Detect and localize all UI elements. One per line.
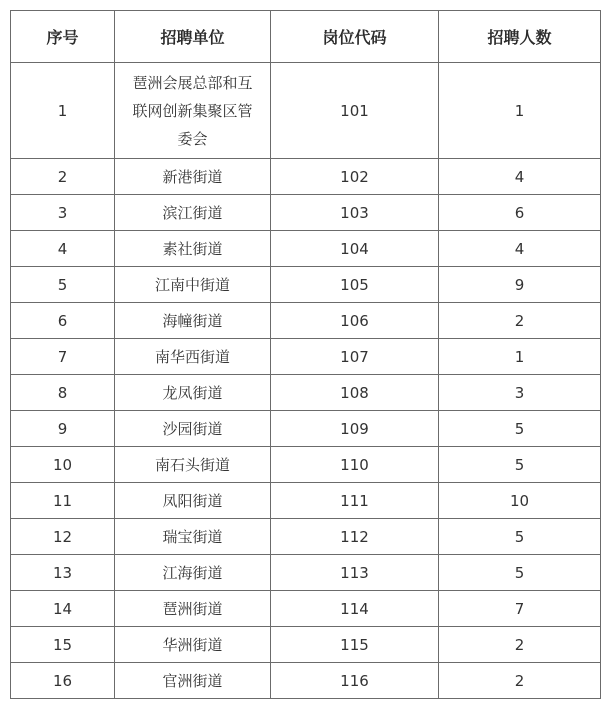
cell-index: 3 <box>11 195 115 231</box>
recruitment-table <box>10 10 601 699</box>
cell-count: 6 <box>439 195 601 231</box>
cell-unit: 江南中街道 <box>115 267 271 303</box>
cell-code: 111 <box>271 483 439 519</box>
table-header-row <box>11 11 601 63</box>
cell-unit: 江海街道 <box>115 555 271 591</box>
cell-count: 7 <box>439 591 601 627</box>
table-row <box>11 195 601 231</box>
cell-code: 105 <box>271 267 439 303</box>
cell-unit: 沙园街道 <box>115 411 271 447</box>
table-row <box>11 303 601 339</box>
cell-unit <box>115 63 271 159</box>
table-row <box>11 231 601 267</box>
cell-count: 2 <box>439 663 601 699</box>
cell-code: 102 <box>271 159 439 195</box>
cell-index: 2 <box>11 159 115 195</box>
cell-unit: 琶洲街道 <box>115 591 271 627</box>
cell-code: 101 <box>271 63 439 159</box>
cell-index: 4 <box>11 231 115 267</box>
cell-unit: 海幢街道 <box>115 303 271 339</box>
table-row <box>11 555 601 591</box>
cell-index: 8 <box>11 375 115 411</box>
table-row <box>11 375 601 411</box>
cell-unit: 新港街道 <box>115 159 271 195</box>
table-row <box>11 63 601 159</box>
table-row <box>11 159 601 195</box>
cell-code: 106 <box>271 303 439 339</box>
cell-code: 112 <box>271 519 439 555</box>
cell-index: 7 <box>11 339 115 375</box>
cell-index: 14 <box>11 591 115 627</box>
cell-count: 5 <box>439 519 601 555</box>
cell-index: 5 <box>11 267 115 303</box>
cell-code: 113 <box>271 555 439 591</box>
cell-count: 9 <box>439 267 601 303</box>
cell-unit: 官洲街道 <box>115 663 271 699</box>
cell-unit: 瑞宝街道 <box>115 519 271 555</box>
cell-index: 12 <box>11 519 115 555</box>
cell-unit: 滨江街道 <box>115 195 271 231</box>
cell-index: 13 <box>11 555 115 591</box>
cell-count: 4 <box>439 159 601 195</box>
cell-index: 16 <box>11 663 115 699</box>
header-index: 序号 <box>11 11 115 63</box>
cell-unit: 凤阳街道 <box>115 483 271 519</box>
table-row <box>11 339 601 375</box>
cell-count: 1 <box>439 63 601 159</box>
cell-index: 15 <box>11 627 115 663</box>
cell-count: 2 <box>439 303 601 339</box>
cell-count: 10 <box>439 483 601 519</box>
cell-code: 107 <box>271 339 439 375</box>
table-row <box>11 627 601 663</box>
cell-count: 2 <box>439 627 601 663</box>
cell-unit: 龙凤街道 <box>115 375 271 411</box>
header-code: 岗位代码 <box>271 11 439 63</box>
cell-index: 11 <box>11 483 115 519</box>
cell-code: 114 <box>271 591 439 627</box>
cell-count: 4 <box>439 231 601 267</box>
header-count: 招聘人数 <box>439 11 601 63</box>
cell-index: 1 <box>11 63 115 159</box>
cell-count: 5 <box>439 555 601 591</box>
table-row <box>11 663 601 699</box>
cell-code: 116 <box>271 663 439 699</box>
cell-code: 109 <box>271 411 439 447</box>
cell-code: 115 <box>271 627 439 663</box>
header-unit: 招聘单位 <box>115 11 271 63</box>
cell-unit: 南石头街道 <box>115 447 271 483</box>
table-row <box>11 519 601 555</box>
table-row <box>11 267 601 303</box>
cell-code: 110 <box>271 447 439 483</box>
cell-count: 5 <box>439 447 601 483</box>
cell-code: 103 <box>271 195 439 231</box>
cell-index: 10 <box>11 447 115 483</box>
table-row <box>11 483 601 519</box>
table-row <box>11 411 601 447</box>
cell-unit-text: 琶洲会展总部和互联网创新集聚区管委会 <box>132 73 253 148</box>
cell-code: 104 <box>271 231 439 267</box>
cell-unit: 南华西街道 <box>115 339 271 375</box>
table-row <box>11 447 601 483</box>
cell-unit: 华洲街道 <box>115 627 271 663</box>
cell-index: 9 <box>11 411 115 447</box>
cell-count: 3 <box>439 375 601 411</box>
cell-unit: 素社街道 <box>115 231 271 267</box>
cell-index: 6 <box>11 303 115 339</box>
cell-count: 5 <box>439 411 601 447</box>
cell-count: 1 <box>439 339 601 375</box>
table-row <box>11 591 601 627</box>
cell-code: 108 <box>271 375 439 411</box>
